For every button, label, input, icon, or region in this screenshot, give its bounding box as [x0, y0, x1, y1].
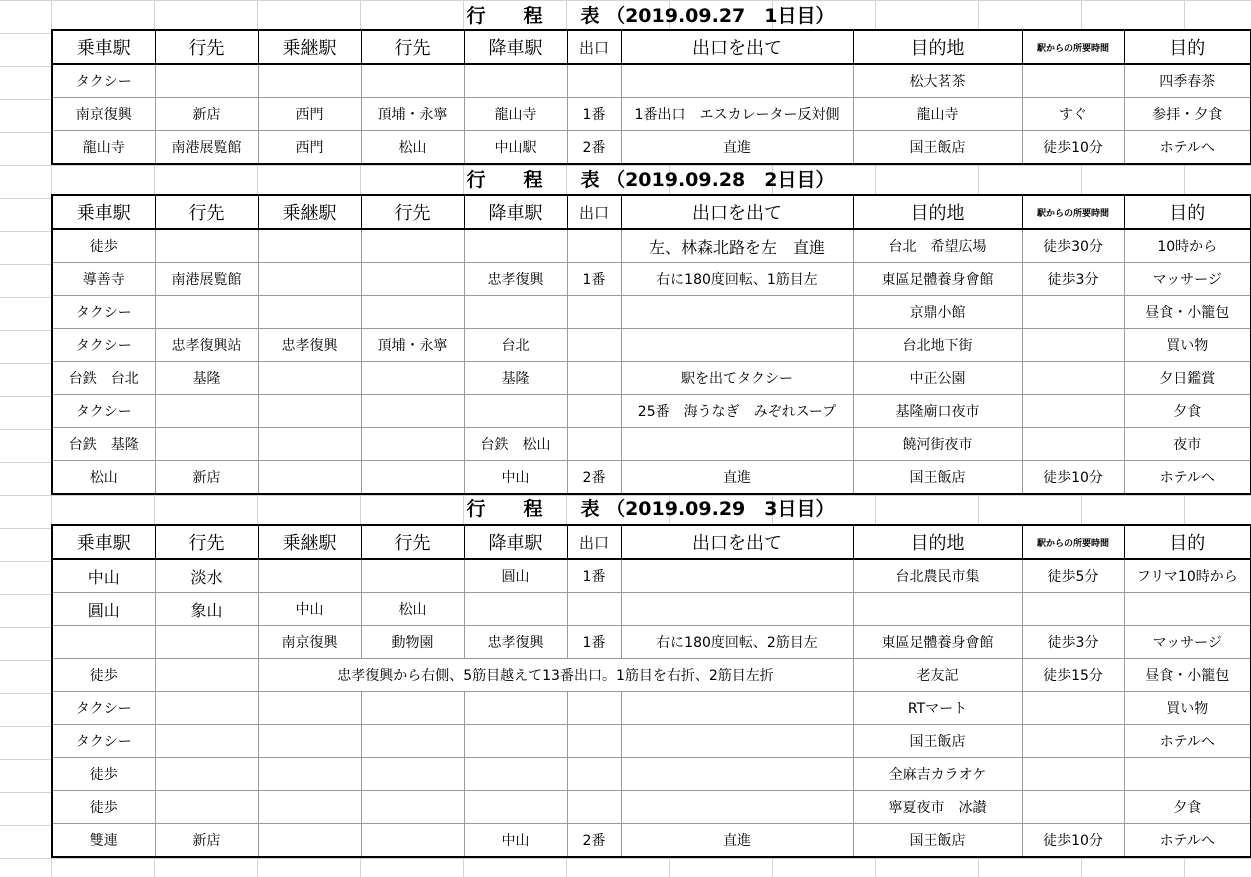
- table-cell[interactable]: [155, 395, 258, 428]
- column-header: 乗車駅: [52, 195, 155, 229]
- table-cell[interactable]: 新店: [155, 98, 258, 131]
- table-row: [52, 692, 1251, 725]
- table-cell[interactable]: 徒歩10分: [1022, 461, 1124, 495]
- table-cell[interactable]: 四季春茶: [1124, 64, 1251, 98]
- table-cell[interactable]: 参拝・夕食: [1124, 98, 1251, 131]
- table-cell[interactable]: 買い物: [1124, 692, 1251, 725]
- schedule-table-day-2: [51, 194, 1251, 495]
- table-cell[interactable]: [621, 758, 853, 791]
- table-cell[interactable]: [464, 692, 567, 725]
- table-row: [52, 329, 1251, 362]
- table-cell[interactable]: 象山: [155, 593, 258, 626]
- table-cell[interactable]: 南港展覧館: [155, 263, 258, 296]
- table-cell[interactable]: [361, 758, 464, 791]
- table-cell[interactable]: 台北地下街: [853, 329, 1022, 362]
- table-cell[interactable]: 東區足體養身會館: [853, 263, 1022, 296]
- table-row: [52, 593, 1251, 626]
- table-cell[interactable]: [567, 593, 621, 626]
- table-cell[interactable]: [1022, 329, 1124, 362]
- table-cell[interactable]: 左、林森北路を左 直進: [621, 229, 853, 263]
- table-cell[interactable]: [853, 593, 1022, 626]
- table-cell[interactable]: [155, 626, 258, 659]
- column-header: 駅からの所要時間: [1022, 30, 1124, 64]
- table-cell[interactable]: タクシー: [52, 725, 155, 758]
- table-cell[interactable]: [1022, 64, 1124, 98]
- table-cell[interactable]: [52, 626, 155, 659]
- table-cell[interactable]: 新店: [155, 824, 258, 858]
- table-cell[interactable]: 夕食: [1124, 791, 1251, 824]
- table-cell[interactable]: [258, 824, 361, 858]
- table-cell[interactable]: [567, 362, 621, 395]
- table-cell[interactable]: [361, 64, 464, 98]
- column-header: 出口を出て: [621, 30, 853, 64]
- column-header: 行先: [361, 525, 464, 559]
- table-cell[interactable]: 圓山: [52, 593, 155, 626]
- table-row: [52, 64, 1251, 98]
- header-row: [52, 30, 1251, 64]
- table-cell[interactable]: 中山: [464, 824, 567, 858]
- table-cell[interactable]: 台北農民市集: [853, 559, 1022, 593]
- table-cell[interactable]: 台北 希望広場: [853, 229, 1022, 263]
- table-cell[interactable]: [361, 229, 464, 263]
- table-cell[interactable]: 龍山寺: [464, 98, 567, 131]
- table-cell[interactable]: 松山: [361, 593, 464, 626]
- table-cell[interactable]: [258, 791, 361, 824]
- table-cell[interactable]: [464, 296, 567, 329]
- column-header: 出口: [567, 525, 621, 559]
- table-cell[interactable]: 徒歩10分: [1022, 824, 1124, 858]
- table-cell[interactable]: 徒歩10分: [1022, 131, 1124, 165]
- table-cell[interactable]: [567, 725, 621, 758]
- table-cell[interactable]: 忠孝復興: [464, 626, 567, 659]
- schedule-title-day-2: 行 程 表 （2019.09.28 2日目）: [466, 169, 835, 191]
- table-cell[interactable]: [258, 428, 361, 461]
- schedule-table-day-3: [51, 524, 1251, 858]
- column-header: 乗車駅: [52, 525, 155, 559]
- table-cell[interactable]: [567, 296, 621, 329]
- table-cell[interactable]: 中山: [464, 461, 567, 495]
- column-header: 乗継駅: [258, 195, 361, 229]
- table-cell[interactable]: 雙連: [52, 824, 155, 858]
- table-cell[interactable]: [155, 659, 258, 692]
- table-cell[interactable]: 松山: [361, 131, 464, 165]
- table-cell[interactable]: 夜市: [1124, 428, 1251, 461]
- table-cell[interactable]: [258, 461, 361, 495]
- table-cell[interactable]: タクシー: [52, 329, 155, 362]
- table-cell[interactable]: [155, 758, 258, 791]
- column-header: 乗継駅: [258, 525, 361, 559]
- table-cell[interactable]: 京鼎小館: [853, 296, 1022, 329]
- table-cell[interactable]: ホテルへ: [1124, 461, 1251, 495]
- table-cell[interactable]: すぐ: [1022, 98, 1124, 131]
- table-cell[interactable]: 龍山寺: [853, 98, 1022, 131]
- table-row: [52, 725, 1251, 758]
- table-cell[interactable]: [361, 559, 464, 593]
- table-cell[interactable]: 動物園: [361, 626, 464, 659]
- table-cell[interactable]: [155, 296, 258, 329]
- table-row: [52, 559, 1251, 593]
- table-cell[interactable]: 国王飯店: [853, 131, 1022, 165]
- table-cell[interactable]: 徒歩: [52, 758, 155, 791]
- table-cell[interactable]: 買い物: [1124, 329, 1251, 362]
- table-cell[interactable]: 忠孝復興站: [155, 329, 258, 362]
- column-header: 目的: [1124, 30, 1251, 64]
- table-cell[interactable]: [1022, 362, 1124, 395]
- table-cell[interactable]: [258, 395, 361, 428]
- table-cell[interactable]: [1022, 428, 1124, 461]
- table-cell[interactable]: 東區足體養身會館: [853, 626, 1022, 659]
- table-cell[interactable]: [361, 692, 464, 725]
- table-cell[interactable]: 台北: [464, 329, 567, 362]
- column-header: 行先: [155, 525, 258, 559]
- table-cell[interactable]: 1番: [567, 559, 621, 593]
- table-cell[interactable]: [258, 758, 361, 791]
- table-row: [52, 758, 1251, 791]
- table-cell[interactable]: 南港展覧館: [155, 131, 258, 165]
- table-cell[interactable]: [567, 692, 621, 725]
- table-cell[interactable]: 導善寺: [52, 263, 155, 296]
- table-cell[interactable]: 西門: [258, 98, 361, 131]
- table-cell[interactable]: 台鉄 松山: [464, 428, 567, 461]
- table-cell[interactable]: 10時から: [1124, 229, 1251, 263]
- table-cell[interactable]: [464, 758, 567, 791]
- column-header: 降車駅: [464, 195, 567, 229]
- table-cell[interactable]: [361, 824, 464, 858]
- table-cell[interactable]: 忠孝復興: [258, 329, 361, 362]
- table-cell[interactable]: [1022, 692, 1124, 725]
- table-cell[interactable]: 中山: [258, 593, 361, 626]
- table-row: [52, 626, 1251, 659]
- table-cell[interactable]: RTマート: [853, 692, 1022, 725]
- table-cell[interactable]: ホテルへ: [1124, 824, 1251, 858]
- table-cell[interactable]: [258, 296, 361, 329]
- header-row: [52, 195, 1251, 229]
- column-header: 行先: [155, 195, 258, 229]
- table-row: [52, 263, 1251, 296]
- table-cell[interactable]: [258, 362, 361, 395]
- table-cell[interactable]: 松大茗茶: [853, 64, 1022, 98]
- table-cell[interactable]: 全麻吉カラオケ: [853, 758, 1022, 791]
- column-header: 行先: [361, 195, 464, 229]
- table-cell[interactable]: フリマ10時から: [1124, 559, 1251, 593]
- table-cell[interactable]: 中山駅: [464, 131, 567, 165]
- column-header: 乗継駅: [258, 30, 361, 64]
- table-cell[interactable]: [464, 791, 567, 824]
- table-cell[interactable]: 饒河街夜市: [853, 428, 1022, 461]
- table-cell[interactable]: [155, 725, 258, 758]
- table-cell[interactable]: 徒歩: [52, 229, 155, 263]
- table-cell[interactable]: [1124, 758, 1251, 791]
- column-header: 駅からの所要時間: [1022, 525, 1124, 559]
- column-header: 降車駅: [464, 30, 567, 64]
- table-cell[interactable]: 忠孝復興: [464, 263, 567, 296]
- table-cell[interactable]: [567, 229, 621, 263]
- table-cell[interactable]: マッサージ: [1124, 626, 1251, 659]
- table-cell[interactable]: [361, 791, 464, 824]
- table-cell[interactable]: 直進: [621, 824, 853, 858]
- table-cell[interactable]: [567, 329, 621, 362]
- table-cell[interactable]: 2番: [567, 131, 621, 165]
- column-header: 出口を出て: [621, 195, 853, 229]
- table-cell[interactable]: 1番: [567, 98, 621, 131]
- column-header: 駅からの所要時間: [1022, 195, 1124, 229]
- column-header: 出口: [567, 195, 621, 229]
- table-cell[interactable]: [155, 229, 258, 263]
- table-cell[interactable]: [258, 559, 361, 593]
- table-cell[interactable]: [567, 791, 621, 824]
- table-cell[interactable]: [621, 791, 853, 824]
- table-cell[interactable]: 国王飯店: [853, 824, 1022, 858]
- schedule-title-day-1: 行 程 表 （2019.09.27 1日目）: [466, 5, 835, 27]
- table-cell[interactable]: 淡水: [155, 559, 258, 593]
- table-cell[interactable]: [464, 64, 567, 98]
- table-row: [52, 791, 1251, 824]
- table-cell[interactable]: [1022, 791, 1124, 824]
- table-cell[interactable]: [464, 229, 567, 263]
- table-row: [52, 395, 1251, 428]
- table-row: [52, 296, 1251, 329]
- table-cell[interactable]: 中正公園: [853, 362, 1022, 395]
- table-cell[interactable]: 国王飯店: [853, 461, 1022, 495]
- table-cell[interactable]: [464, 725, 567, 758]
- table-cell[interactable]: 西門: [258, 131, 361, 165]
- table-row: [52, 229, 1251, 263]
- table-cell[interactable]: 徒歩30分: [1022, 229, 1124, 263]
- table-cell[interactable]: 台鉄 基隆: [52, 428, 155, 461]
- column-header: 行先: [155, 30, 258, 64]
- table-cell[interactable]: [361, 263, 464, 296]
- table-cell[interactable]: [621, 692, 853, 725]
- table-cell[interactable]: [464, 395, 567, 428]
- table-cell[interactable]: タクシー: [52, 64, 155, 98]
- table-cell[interactable]: [361, 725, 464, 758]
- table-cell[interactable]: [1022, 593, 1124, 626]
- table-cell[interactable]: 1番: [567, 263, 621, 296]
- table-cell[interactable]: 徒歩: [52, 791, 155, 824]
- table-cell[interactable]: [621, 725, 853, 758]
- table-cell[interactable]: [155, 428, 258, 461]
- table-cell[interactable]: 1番出口 エスカレーター反対側: [621, 98, 853, 131]
- table-cell[interactable]: 南京復興: [52, 98, 155, 131]
- table-cell[interactable]: [621, 329, 853, 362]
- table-cell[interactable]: [1124, 593, 1251, 626]
- column-header: 降車駅: [464, 525, 567, 559]
- table-cell[interactable]: タクシー: [52, 692, 155, 725]
- table-cell[interactable]: [155, 64, 258, 98]
- table-cell[interactable]: [155, 692, 258, 725]
- table-row: [52, 461, 1251, 495]
- table-row: [52, 428, 1251, 461]
- table-cell[interactable]: 徒歩3分: [1022, 263, 1124, 296]
- table-cell[interactable]: 夕日鑑賞: [1124, 362, 1251, 395]
- table-cell[interactable]: [567, 64, 621, 98]
- table-cell[interactable]: [1022, 296, 1124, 329]
- column-header: 目的: [1124, 195, 1251, 229]
- table-cell[interactable]: [1022, 725, 1124, 758]
- table-cell[interactable]: 徒歩5分: [1022, 559, 1124, 593]
- schedule-table-day-1: [51, 29, 1251, 165]
- table-cell[interactable]: 昼食・小籠包: [1124, 296, 1251, 329]
- table-cell[interactable]: 台鉄 台北: [52, 362, 155, 395]
- table-row: [52, 824, 1251, 858]
- table-row: [52, 131, 1251, 165]
- table-cell[interactable]: タクシー: [52, 395, 155, 428]
- table-cell[interactable]: 中山: [52, 559, 155, 593]
- header-row: [52, 525, 1251, 559]
- table-row: [52, 98, 1251, 131]
- table-row: [52, 659, 1251, 692]
- column-header: 目的地: [853, 30, 1022, 64]
- table-cell[interactable]: 右に180度回転、1筋目左: [621, 263, 853, 296]
- table-cell[interactable]: [361, 296, 464, 329]
- table-cell[interactable]: [361, 362, 464, 395]
- table-cell[interactable]: 夕食: [1124, 395, 1251, 428]
- table-cell[interactable]: 昼食・小籠包: [1124, 659, 1251, 692]
- column-header: 行先: [361, 30, 464, 64]
- table-cell[interactable]: 龍山寺: [52, 131, 155, 165]
- table-cell[interactable]: [258, 64, 361, 98]
- table-cell[interactable]: マッサージ: [1124, 263, 1251, 296]
- table-cell[interactable]: 駅を出てタクシー: [621, 362, 853, 395]
- table-cell[interactable]: [621, 593, 853, 626]
- table-cell[interactable]: 右に180度回転、2筋目左: [621, 626, 853, 659]
- table-cell[interactable]: [361, 395, 464, 428]
- schedule-title-day-3: 行 程 表 （2019.09.29 3日目）: [466, 498, 835, 520]
- table-cell[interactable]: ホテルへ: [1124, 131, 1251, 165]
- table-cell[interactable]: [1022, 758, 1124, 791]
- merged-cell[interactable]: 忠孝復興から右側、5筋目越えて13番出口。1筋目を右折、2筋目左折: [258, 659, 853, 692]
- column-header: 乗車駅: [52, 30, 155, 64]
- table-cell[interactable]: [1022, 395, 1124, 428]
- table-cell[interactable]: 国王飯店: [853, 725, 1022, 758]
- table-cell[interactable]: 新店: [155, 461, 258, 495]
- table-cell[interactable]: [621, 64, 853, 98]
- table-cell[interactable]: 徒歩15分: [1022, 659, 1124, 692]
- table-cell[interactable]: 寧夏夜市 冰讃: [853, 791, 1022, 824]
- table-cell[interactable]: 2番: [567, 824, 621, 858]
- table-cell[interactable]: 1番: [567, 626, 621, 659]
- table-cell[interactable]: [155, 791, 258, 824]
- table-cell[interactable]: 基隆: [155, 362, 258, 395]
- table-cell[interactable]: タクシー: [52, 296, 155, 329]
- table-cell[interactable]: 松山: [52, 461, 155, 495]
- table-cell[interactable]: [567, 428, 621, 461]
- table-cell[interactable]: 25番 海うなぎ みぞれスープ: [621, 395, 853, 428]
- table-cell[interactable]: 徒歩3分: [1022, 626, 1124, 659]
- table-cell[interactable]: [258, 692, 361, 725]
- table-row: [52, 362, 1251, 395]
- column-header: 目的地: [853, 195, 1022, 229]
- column-header: 目的地: [853, 525, 1022, 559]
- column-header: 出口を出て: [621, 525, 853, 559]
- table-cell[interactable]: 頂埔・永寧: [361, 98, 464, 131]
- column-header: 出口: [567, 30, 621, 64]
- table-cell[interactable]: [567, 395, 621, 428]
- table-cell[interactable]: [361, 428, 464, 461]
- table-cell[interactable]: 基隆廟口夜市: [853, 395, 1022, 428]
- table-cell[interactable]: 2番: [567, 461, 621, 495]
- table-cell[interactable]: [258, 229, 361, 263]
- table-cell[interactable]: [621, 559, 853, 593]
- table-cell[interactable]: [621, 296, 853, 329]
- table-cell[interactable]: [464, 593, 567, 626]
- table-cell[interactable]: 頂埔・永寧: [361, 329, 464, 362]
- column-header: 目的: [1124, 525, 1251, 559]
- table-cell[interactable]: [567, 758, 621, 791]
- table-cell[interactable]: ホテルへ: [1124, 725, 1251, 758]
- table-cell[interactable]: 直進: [621, 131, 853, 165]
- table-cell[interactable]: [258, 263, 361, 296]
- table-cell[interactable]: 直進: [621, 461, 853, 495]
- table-cell[interactable]: [361, 461, 464, 495]
- table-cell[interactable]: 圓山: [464, 559, 567, 593]
- table-cell[interactable]: 徒歩: [52, 659, 155, 692]
- table-cell[interactable]: 基隆: [464, 362, 567, 395]
- table-cell[interactable]: 老友記: [853, 659, 1022, 692]
- table-cell[interactable]: [258, 725, 361, 758]
- table-cell[interactable]: [621, 428, 853, 461]
- table-cell[interactable]: 南京復興: [258, 626, 361, 659]
